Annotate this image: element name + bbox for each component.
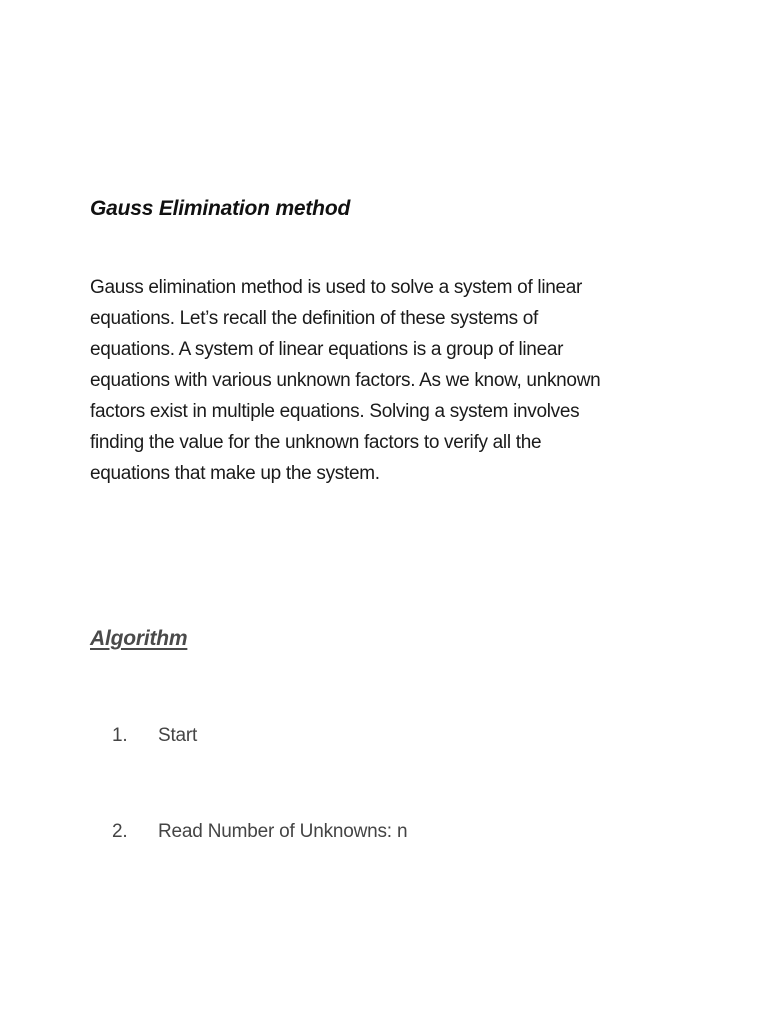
intro-paragraph bbox=[90, 272, 690, 489]
paragraph-line: factors exist in multiple equations. Solving a system involves bbox=[90, 401, 580, 422]
algorithm-heading: Algorithm bbox=[90, 627, 188, 650]
step-text: Start bbox=[158, 725, 198, 746]
paragraph-line: equations with various unknown factors. As we know, unknown bbox=[90, 370, 601, 391]
paragraph-line: finding the value for the unknown factors to verify all the bbox=[90, 432, 542, 453]
paragraph-line: Gauss elimination method is used to solve a system of linear bbox=[90, 277, 583, 298]
document-title: Gauss Elimination method bbox=[90, 197, 351, 220]
step-text: Read Number of Unknowns: n bbox=[158, 821, 408, 842]
step-number: 1. bbox=[112, 725, 128, 746]
paragraph-line: equations that make up the system. bbox=[90, 463, 380, 484]
algorithm-step bbox=[112, 821, 407, 843]
step-number: 2. bbox=[112, 821, 128, 842]
algorithm-step bbox=[112, 725, 197, 747]
paragraph-line: equations. Let’s recall the definition of these systems of bbox=[90, 308, 539, 329]
paragraph-line: equations. A system of linear equations is a group of linear bbox=[90, 339, 564, 360]
